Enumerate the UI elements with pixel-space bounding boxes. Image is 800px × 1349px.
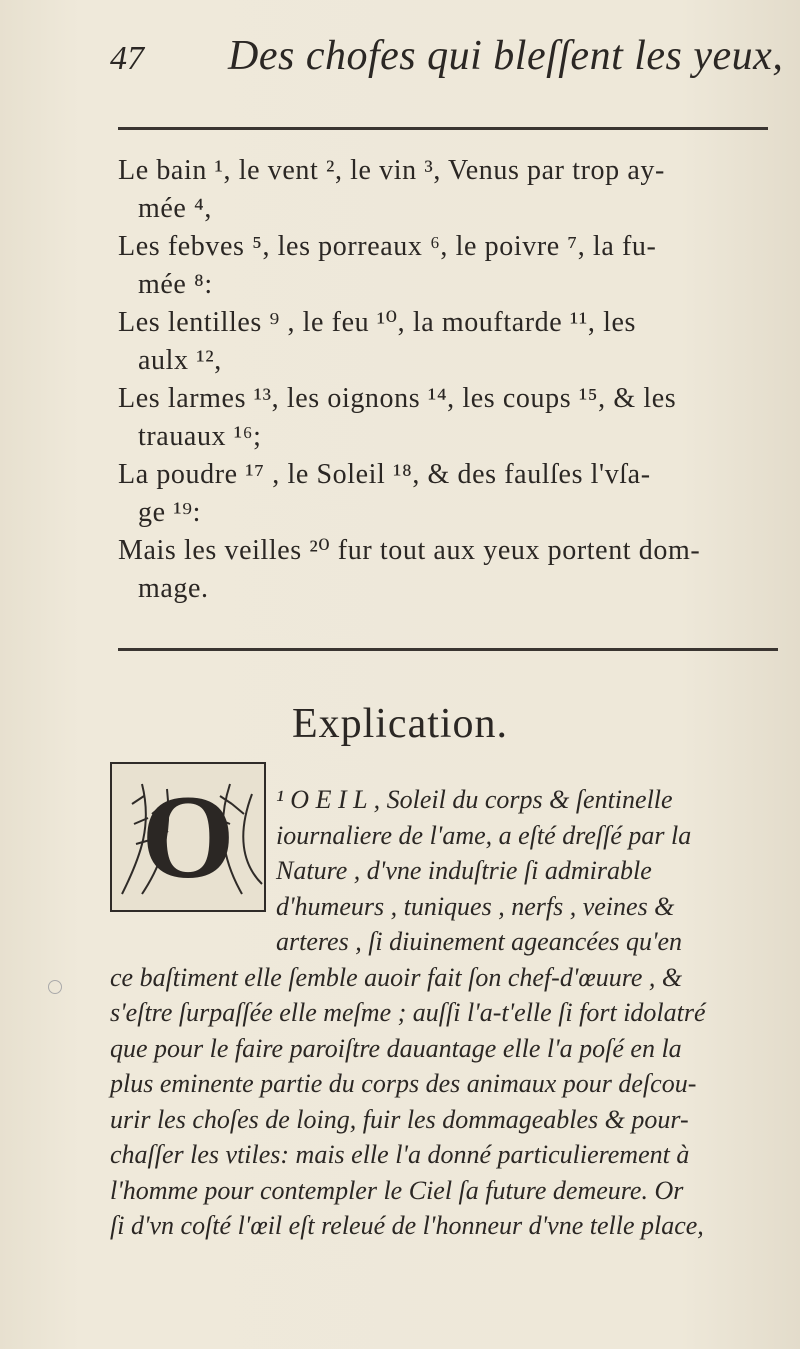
top-rule: [118, 127, 768, 130]
drop-cap-letter: O: [141, 770, 235, 903]
verse-line: trauaux ¹⁶;: [138, 421, 262, 452]
verse-line: Les lentilles ⁹ , le feu ¹⁰, la mouftarde ¹¹, les: [118, 307, 636, 338]
verse-block: [118, 152, 778, 608]
paper-blemish: [48, 980, 62, 994]
section-rule: [118, 648, 778, 651]
prose-line: iournaliere de l'ame, a eſté dreſſé par la: [276, 820, 692, 850]
verse-line: Le bain ¹, le vent ², le vin ³, Venus par trop ay-: [118, 155, 665, 186]
verse-line: mée ⁸:: [138, 269, 213, 300]
page-number: 47: [110, 40, 144, 77]
verse-line: mage.: [138, 573, 209, 604]
prose-line: plus eminente partie du corps des animaux pour deſcou-: [110, 1069, 697, 1098]
verse-line: Les febves ⁵, les porreaux ⁶, le poivre ⁷, la fu-: [118, 231, 657, 262]
verse-line: Mais les veilles ²⁰ fur tout aux yeux portent dom-: [118, 535, 701, 566]
page-header: [110, 33, 800, 98]
prose-line: arteres , ſi diuinement ageancées qu'en: [276, 927, 683, 956]
explanation-text: [110, 782, 780, 1244]
verse-line: aulx ¹²,: [138, 345, 222, 376]
verse-line: ge ¹⁹:: [138, 497, 201, 528]
verse-line: mée ⁴,: [138, 193, 212, 224]
prose-line: d'humeurs , tuniques , nerfs , veines &: [276, 891, 675, 921]
prose-line: ce baſtiment elle ſemble auoir fait ſon chef-d'œuure , &: [110, 962, 683, 992]
running-title: Des chofes qui bleſſent les yeux,: [228, 33, 784, 79]
prose-line: urir les choſes de loing, fuir les dommageables & pour-: [110, 1104, 689, 1134]
prose-line: l'homme pour contempler le Ciel ſa future demeure. Or: [110, 1175, 684, 1205]
prose-line: chaſſer les vtiles: mais elle l'a donné particulierement à: [110, 1140, 690, 1169]
prose-line: Nature , d'vne induſtrie ſi admirable: [276, 856, 652, 885]
prose-line: que pour le faire paroiſtre dauantage elle l'a poſé en la: [110, 1033, 682, 1063]
section-title: Explication.: [291, 701, 509, 747]
prose-line: ſi d'vn coſté l'œil eſt releué de l'honneur d'vne telle place,: [110, 1211, 704, 1240]
verse-line: Les larmes ¹³, les oignons ¹⁴, les coups ¹⁵, & les: [118, 383, 677, 414]
prose-line: s'eſtre ſurpaſſée elle meſme ; auſſi l'a-t'elle ſi fort idolatré: [110, 998, 706, 1027]
prose-line: ¹ O E I L , Soleil du corps & ſentinelle: [276, 785, 673, 814]
verse-line: La poudre ¹⁷ , le Soleil ¹⁸, & des faulſes l'vſa-: [118, 459, 651, 490]
